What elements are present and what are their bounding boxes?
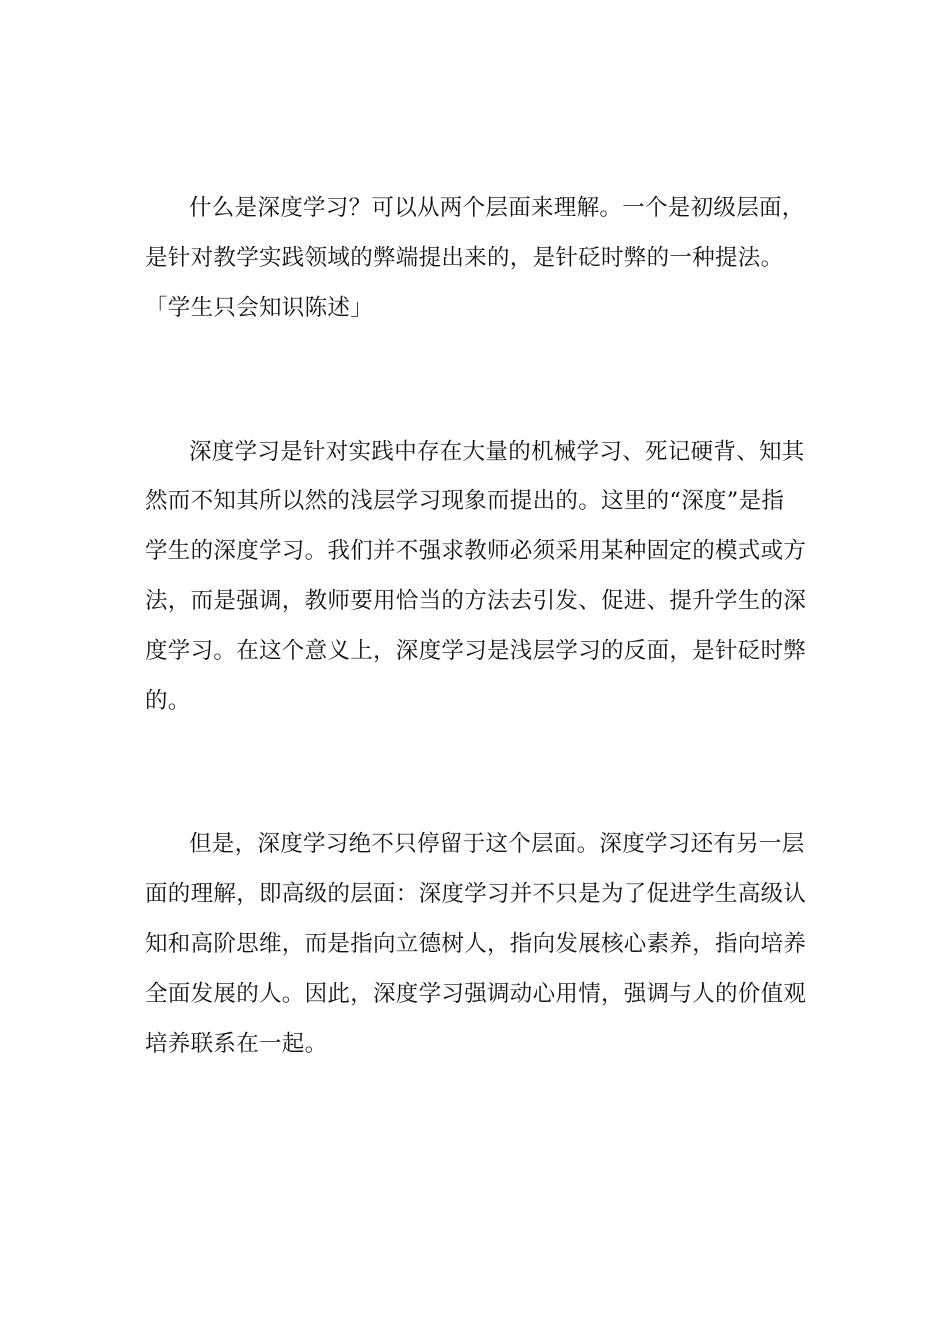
paragraph-line: 知和高阶思维，而是指向立德树人，指向发展核心素养，指向培养 — [145, 931, 807, 957]
paragraph-line: 的。 — [145, 688, 191, 714]
paragraph-line: 培养联系在一起。 — [145, 1031, 328, 1057]
paragraph-line: 度学习。在这个意义上，深度学习是浅层学习的反面，是针砭时弊 — [145, 638, 807, 664]
paragraph-line: 法，而是强调，教师要用恰当的方法去引发、促进、提升学生的深 — [145, 588, 807, 614]
paragraph-line: 但是，深度学习绝不只停留于这个层面。深度学习还有另一层 — [189, 831, 805, 857]
paragraph-line: 学生的深度学习。我们并不强求教师必须采用某种固定的模式或方 — [145, 538, 807, 564]
paragraph-line: 然而不知其所以然的浅层学习现象而提出的。这里的“深度”是指 — [145, 488, 785, 514]
paragraph-line: 面的理解，即高级的层面：深度学习并不只是为了促进学生高级认 — [145, 881, 807, 907]
paragraph-line: 「学生只会知识陈述」 — [145, 295, 374, 321]
paragraph-line: 深度学习是针对实践中存在大量的机械学习、死记硬背、知其 — [189, 439, 805, 465]
paragraph-line: 全面发展的人。因此，深度学习强调动心用情，强调与人的价值观 — [145, 981, 807, 1007]
paragraph-line: 是针对教学实践领域的弊端提出来的，是针砭时弊的一种提法。 — [145, 245, 784, 271]
paragraph-line: 什么是深度学习？可以从两个层面来理解。一个是初级层面， — [189, 195, 805, 221]
